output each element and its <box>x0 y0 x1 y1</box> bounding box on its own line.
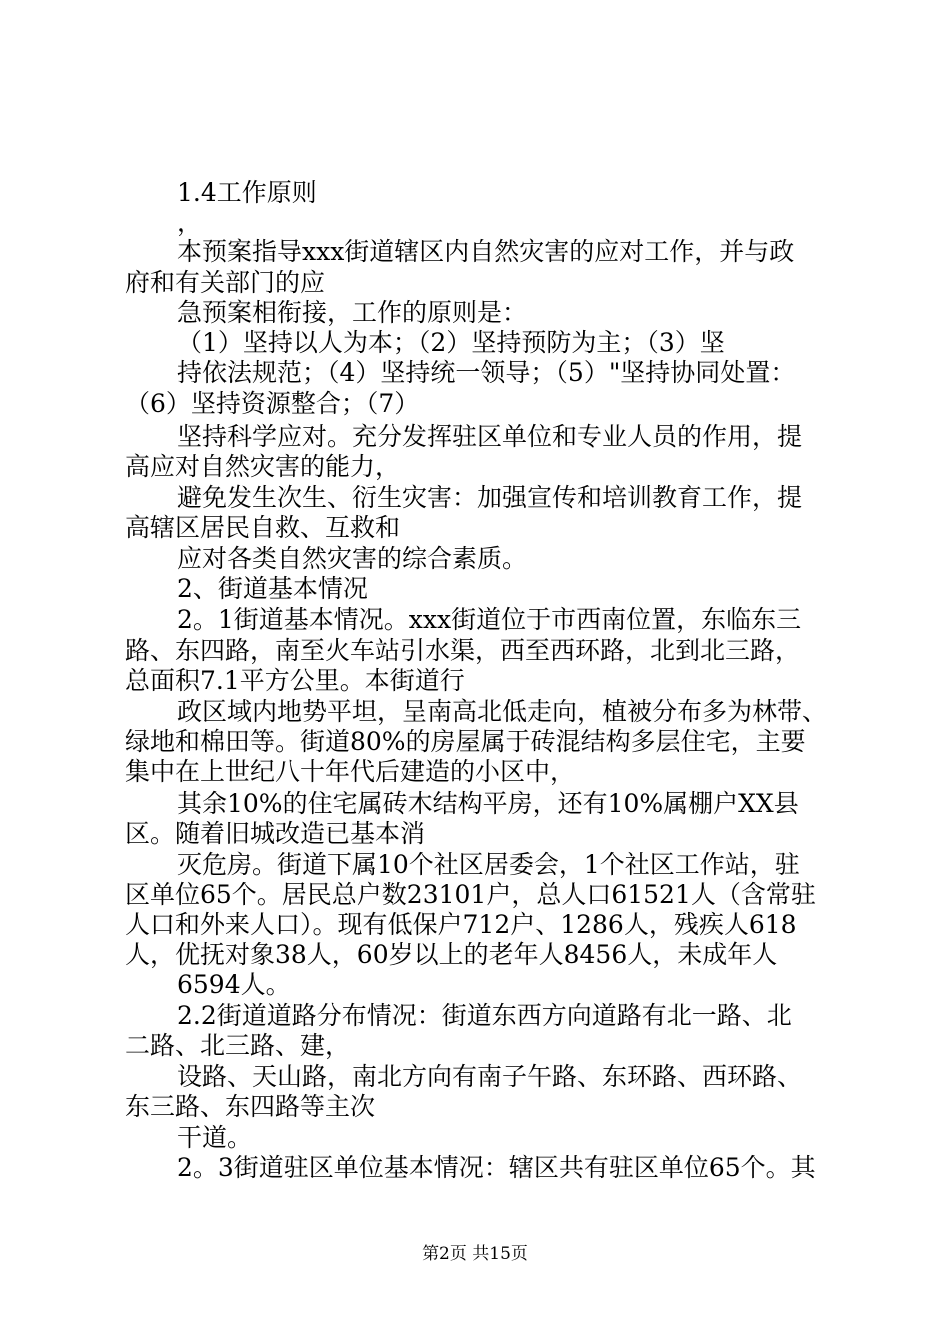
text-line: 东三路、东四路等主次 <box>125 1092 376 1121</box>
text-line: 区。随着旧城改造已基本消 <box>125 819 426 848</box>
text-line: （6）坚持资源整合；（7） <box>125 389 420 418</box>
text-line: 灭危房。街道下属10个社区居委会，1个社区工作站，驻 <box>177 850 800 879</box>
text-line: 应对各类自然灾害的综合素质。 <box>177 544 528 573</box>
text-line: 干道。 <box>177 1123 253 1152</box>
text-line: 人口和外来人口）。现有低保户712户、1286人，残疾人618 <box>125 910 797 939</box>
text-line: 本预案指导xxx街道辖区内自然灾害的应对工作，并与政 <box>177 237 795 266</box>
page-footer <box>0 1243 950 1265</box>
text-line: 绿地和棉田等。街道80%的房屋属于砖混结构多层住宅，主要 <box>125 727 806 756</box>
text-line: 高应对自然灾害的能力， <box>125 452 401 481</box>
text-line: 急预案相衔接，工作的原则是： <box>177 298 528 327</box>
text-line: 坚持科学应对。充分发挥驻区单位和专业人员的作用，提 <box>177 422 803 451</box>
text-line: 其余10%的住宅属砖木结构平房，还有10%属棚户XX县 <box>177 789 799 818</box>
text-line: 2.2街道道路分布情况：街道东西方向道路有北一路、北 <box>177 1001 792 1030</box>
text-line: 1.4工作原则 <box>177 178 317 207</box>
text-line: 2。1街道基本情况。xxx街道位于市西南位置，东临东三 <box>177 605 802 634</box>
text-line: 总面积7.1平方公里。本街道行 <box>125 666 465 695</box>
text-line: 路、东四路，南至火车站引水渠，西至西环路，北到北三路， <box>125 636 801 665</box>
page-number: 第2页 共15页 <box>422 1244 528 1264</box>
text-line: 二路、北三路、建， <box>125 1031 351 1060</box>
text-line: 区单位65个。居民总户数23101户，总人口61521人（含常驻 <box>125 880 816 909</box>
text-line: 设路、天山路，南北方向有南子午路、东环路、西环路、 <box>177 1062 803 1091</box>
text-line: 高辖区居民自救、互救和 <box>125 513 401 542</box>
text-line: 2。3街道驻区单位基本情况：辖区共有驻区单位65个。其 <box>177 1153 816 1182</box>
text-line: （1）坚持以人为本；（2）坚持预防为主；（3）坚 <box>177 328 725 357</box>
text-line: 避免发生次生、衍生灾害：加强宣传和培训教育工作，提 <box>177 483 803 512</box>
text-line: 集中在上世纪八十年代后建造的小区中， <box>125 757 576 786</box>
section-heading: 2、街道基本情况 <box>177 574 368 603</box>
text-line: 政区域内地势平坦，呈南高北低走向，植被分布多为林带、 <box>177 697 828 726</box>
text-line: 6594人。 <box>177 970 291 999</box>
text-line: 人，优抚对象38人，60岁以上的老年人8456人，未成年人 <box>125 940 778 969</box>
text-line: 府和有关部门的应 <box>125 268 326 297</box>
text-line: ， <box>177 208 203 237</box>
text-line: 持依法规范；（4）坚持统一领导；（5）"坚持协同处置： <box>177 358 796 387</box>
